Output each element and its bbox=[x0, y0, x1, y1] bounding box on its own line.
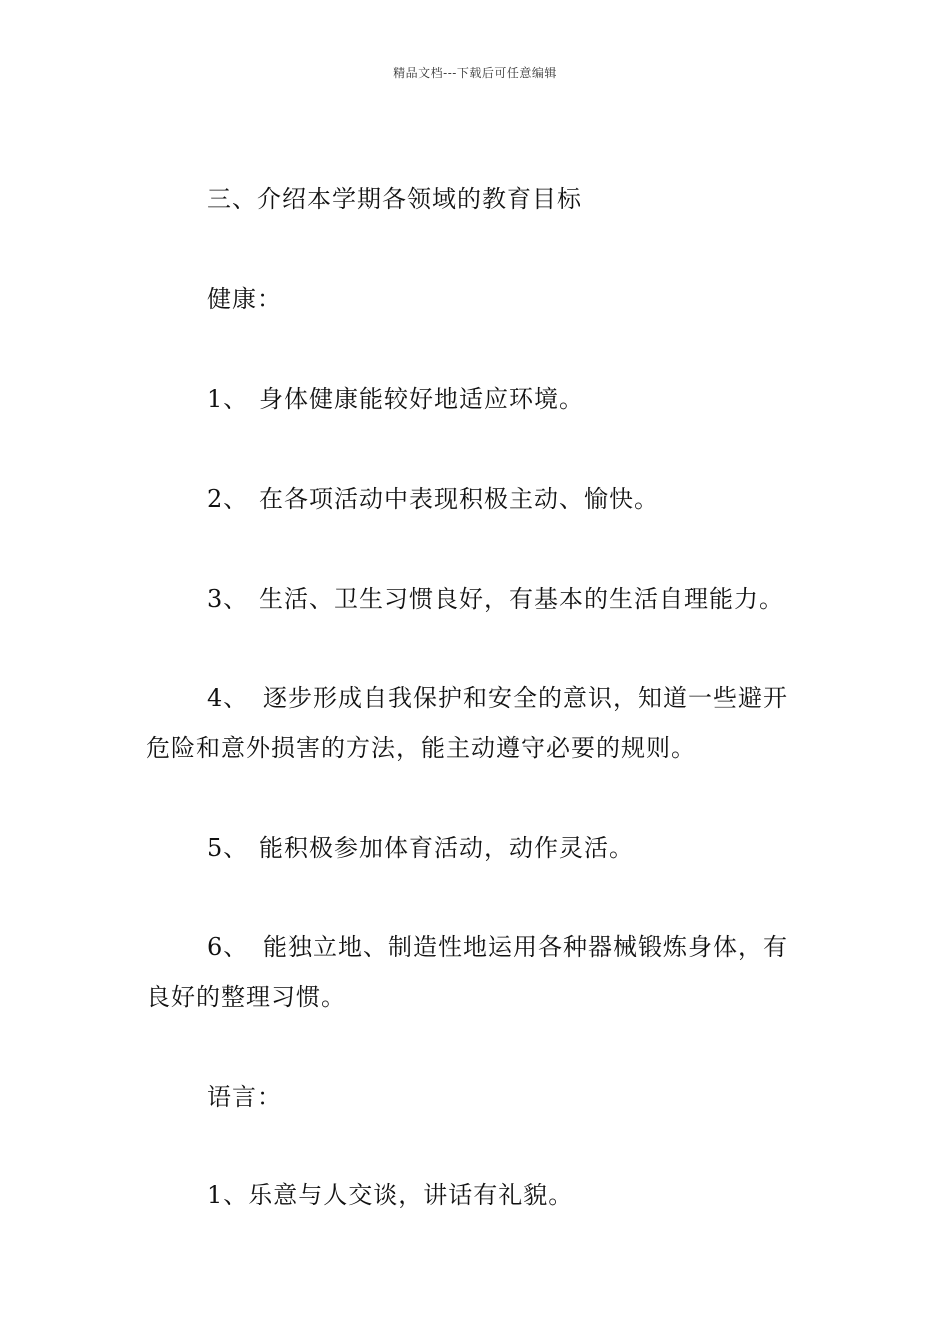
health-item-3 bbox=[207, 574, 784, 624]
health-item-4 bbox=[207, 673, 788, 723]
language-heading: 语言： bbox=[207, 1083, 282, 1111]
item-text: 逐步形成自我保护和安全的意识，知道一些避开 bbox=[263, 684, 788, 712]
health-heading: 健康： bbox=[207, 285, 282, 313]
item-number: 3、 bbox=[207, 585, 249, 613]
item-text: 生活、卫生习惯良好，有基本的生活自理能力。 bbox=[259, 585, 784, 613]
item-text: 身体健康能较好地适应环境。 bbox=[259, 385, 584, 413]
language-item-1: 1、乐意与人交谈，讲话有礼貌。 bbox=[207, 1181, 574, 1209]
health-item-6-continued: 良好的整理习惯。 bbox=[146, 983, 346, 1011]
health-item-5 bbox=[207, 823, 634, 873]
section-title: 三、介绍本学期各领域的教育目标 bbox=[207, 185, 582, 213]
page-header: 精品文档---下载后可任意编辑 bbox=[393, 66, 557, 80]
item-text: 能独立地、制造性地运用各种器械锻炼身体，有 bbox=[263, 933, 788, 961]
item-number: 1、 bbox=[207, 385, 249, 413]
item-text: 能积极参加体育活动，动作灵活。 bbox=[259, 834, 634, 862]
item-text: 在各项活动中表现积极主动、愉快。 bbox=[259, 485, 659, 513]
health-item-4-continued: 危险和意外损害的方法，能主动遵守必要的规则。 bbox=[146, 734, 696, 762]
health-item-2 bbox=[207, 474, 659, 524]
item-number: 6、 bbox=[207, 933, 249, 961]
item-number: 4、 bbox=[207, 684, 249, 712]
item-number: 2、 bbox=[207, 485, 249, 513]
item-number: 5、 bbox=[207, 834, 249, 862]
health-item-6 bbox=[207, 922, 788, 972]
health-item-1 bbox=[207, 374, 584, 424]
